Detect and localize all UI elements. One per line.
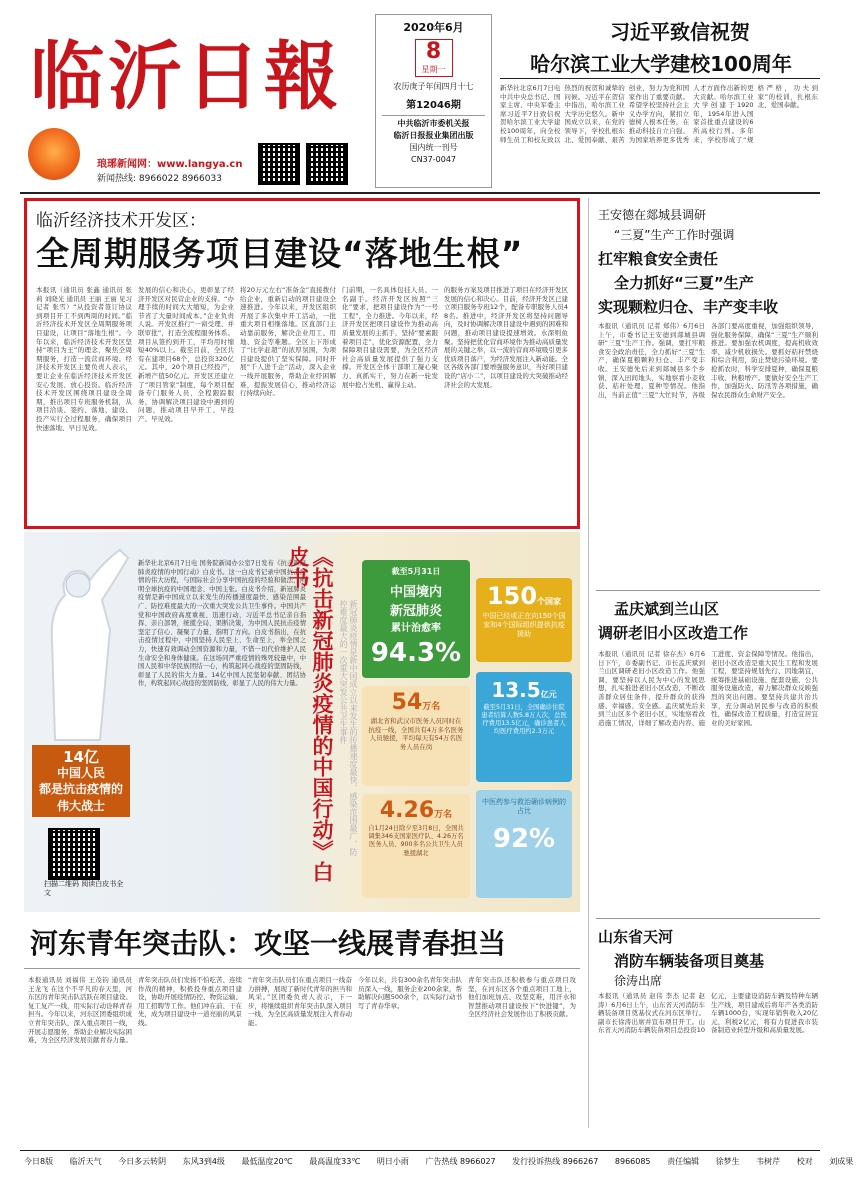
right-story3-headline-1: 山东省天河 xyxy=(598,928,674,946)
stat1-line-1: 中国境内 xyxy=(389,585,442,600)
stat3-text: 湖北省和武汉市医务人员同时在抗疫一线，全国共有4万多名医务人员驰援，平均每天有54万名医务人员在岗 xyxy=(368,717,464,751)
stat5-value: 4.26 xyxy=(379,798,435,823)
right-story2-body: 本报讯（通讯员 记者 徐存杰）6月6日下午，市委副书记、市长孟庆斌到兰山区调研老旧小区改造工作。他强调，要坚持以人民为中心的发展思想，扎实推进老旧小区改造，不断改善群众居住条件，提升群众的获得感、幸福感、安全感。孟庆斌先后来到兰山区多个老旧小区，实地察看改造施工情况，详细了解改造内容、施工进度、资金保障等情况。他指出，老旧小区改造是重大民生工程和发展工程，要坚持规划先行、因地制宜，统筹推进基础设施、配套设施、公共服务设施改造，着力解决群众反映强烈的突出问题。要坚持共建共治共享，充分调动居民参与改造的积极性，确保改造工程质量，打造宜居宜业的美好家园。 xyxy=(598,650,818,727)
stat3-value: 54 xyxy=(391,690,423,715)
lead-body: 新华社北京6月7日电 中共中央总书记、国家主席、中央军委主席习近平7日致信祝贺哈尔滨工业大学建校100周年，向全校师生员工和校友致以热烈的祝贺和诚挚的问候。习近平在贺信中指出，哈尔滨工业大学历史悠久。新中国成立以来，在党的领导下，学校扎根东北、爱国奉献、艰苦创业，努力为党和国家作出了重要贡献。希望学校坚持社会主义办学方向，紧扣立德树人根本任务，在推动科技自立自强、为国家培养更多优秀人才方面作出新的更大贡献。哈尔滨工业大学创建于1920年，1954年进入国家首批重点建设的6所高校行列。多年来，学校形成了“规格严格，功夫到家”的校训，扎根东北、爱国奉献。 xyxy=(500,84,818,144)
publisher-line-2: 临沂日报报业集团出版 xyxy=(393,131,474,140)
feature-vertical-caption: 新冠肺炎疫情是新中国成立以来发生的传播速度最快、感染范围最广、防控难度最大的一次重大突发公共卫生事件 xyxy=(339,600,358,856)
stat-4-26-card xyxy=(362,794,470,898)
stat1-head: 截至5月31日 xyxy=(391,567,441,576)
stat3-unit: 万名 xyxy=(422,702,441,712)
main-story-column-1: 本报讯（通讯员 张鑫 通讯员 张莉 刘晓光 通讯员 王丽 王丽 见习记者 张雪）“从投资者签订协议到项目开工不到两周的时间。”临沂经济技术开发区全周期服务项目建设，让项目“落地生根”。今年以来，临沂经济技术开发区坚持“项目为王”的理念，聚焦全周期服务，打造一流营商环境。经济技术开发区主要负责人表示，要让企业在临沂经济技术开发区安心发展、放心投资。临沂经济技术开发区围绕项目建设全周期，推出项目专班服务机制，从项目洽谈、签约、落地、建设、投产实行全过程服务，确保项目快速落地、早日见效。 xyxy=(36,286,132,432)
masthead-title: 临沂日報 xyxy=(30,34,342,120)
hero-line-4: 伟大战士 xyxy=(56,799,105,813)
date-box xyxy=(375,14,492,188)
right-story3-headline-2: 消防车辆装备项目奠基 xyxy=(614,952,765,970)
main-story-column-2: 发展的信心和决心，更彰显了经济开发区对民营企业的支持。“办理手续的时间大大缩短，为企业节省了大量时间成本。”企业负责人说。开发区推行“一窗受理、并联审批”，打造全流程服务体系。项目从签约到开工，平均用时缩短40%以上。截至目前，全区共有在建项目68个，总投资320亿元。其中，20个项目已经投产，新增产值50亿元。开发区还建立了“项目管家”制度，每个项目配备专门服务人员，全程跟踪服务，协调解决项目建设中遇到的问题，推动项目早开工、早投产、早见效。 xyxy=(138,286,234,423)
hero-line-1: 14亿 xyxy=(63,748,99,766)
stat-54-card xyxy=(362,686,470,786)
bottom-story-column-1: 本报通讯员 刘福伟 王茂钧 通讯员 王龙飞 在这个不平凡的春天里，河东区的青年突击队活跃在项目建设、复工复产一线，用实际行动诠释青春担当。今年以来，河东区团委组织成立青年突击队，深入重点项目一线，开展志愿服务，帮助企业解决实际困难，为全区经济发展贡献青春力量。 xyxy=(28,976,132,1045)
footer-item: 临沂天气 xyxy=(69,1157,102,1166)
lead-headline-1: 习近平致信祝贺 xyxy=(610,20,750,44)
stat2-value: 150 xyxy=(486,582,538,610)
stat4-unit: 亿元 xyxy=(540,690,557,699)
stat6-text: 中医药参与救治确诊病例的占比 xyxy=(482,798,566,815)
issue-number: 第12046期 xyxy=(406,100,461,111)
footer-item: 发行投诉热线 8966267 xyxy=(512,1157,599,1166)
cn-number: CN37-0047 xyxy=(411,155,456,164)
footer-item: 校对 xyxy=(796,1157,813,1166)
stat-150-card xyxy=(476,578,572,662)
main-story-headline: 全周期服务项目建设“落地生根” xyxy=(36,234,524,273)
feature-qr-caption: 扫描二维码 阅读白皮书全文 xyxy=(44,880,124,897)
right-story2-headline-2: 调研老旧小区改造工作 xyxy=(598,624,749,642)
stat1-line-3: 累计治愈率 xyxy=(391,623,441,634)
stat-92-card xyxy=(476,790,572,898)
stat2-text: 中国已经或正在向150个国家和4个国际组织提供抗疫援助 xyxy=(482,612,566,638)
feature-qr-code[interactable] xyxy=(48,828,100,880)
footer-item: 刘成果 xyxy=(829,1157,854,1166)
footer-item: 明日小雨 xyxy=(376,1157,409,1166)
right-story1-body: 本报讯（通讯员 记者 郑伟）6月6日上午，市委书记王安德到郯城县调研“三夏”生产工作。强调，要扛牢粮食安全政治责任，全力抓好“三夏”生产，确保夏粮颗粒归仓、丰产变丰收。王安德先后来到郯城县多个乡镇，深入田间地头，实地察看小麦收获、秸秆处理、夏种等情况。他指出，当前正值“三夏”大忙时节，各级各部门要高度重视，加强组织领导，强化服务保障，确保“三夏”生产顺利推进。要加强农机调度，提高机收效率，减少机收损失。要抓好秸秆禁烧和综合利用，防止焚烧污染环境。要抢抓农时，科学安排夏种，确保夏粮丰收、秋粮增产。要做好安全生产工作，加强防火、防汛等各项措施，确保农民群众生命财产安全。 xyxy=(598,322,818,399)
footer-item: 最高温度33℃ xyxy=(309,1157,361,1166)
qr-code-2[interactable] xyxy=(306,143,348,185)
main-story-column-5: 的服务方案及项目推进了项目在经济开发区发展的信心和决心。目前，经济开发区已建立项目服务专班12个，配备专职服务人员48名。推进中，经济开发区将坚持问题导向，及时协调解决项目建设中遇到的困难和问题，推动项目建设提速增效。水深则鱼聚。坚持把优化营商环境作为推动高质量发展的关键之举，以一流的营商环境吸引更多优质项目落户，为经济发展注入新动能。全区各级各部门要增强服务意识，当好项目建设的“店小二”，以项目建设的大突破推动经济社会的大发展。 xyxy=(444,286,568,389)
medical-worker-illustration xyxy=(30,540,140,740)
qr-code-1[interactable] xyxy=(258,143,300,185)
footer-item: 今日8版 xyxy=(24,1157,54,1166)
hotline-label: 新闻热线: 8966022 8966033 xyxy=(97,174,222,184)
newspaper-logo-emblem xyxy=(28,128,80,180)
footer-item: 东风3到4级 xyxy=(182,1157,225,1166)
footer-item: 今日多云转阴 xyxy=(118,1157,167,1166)
stat-13-5-card xyxy=(476,672,572,782)
stat4-value: 13.5 xyxy=(491,678,541,702)
stat6-value: 92% xyxy=(492,824,556,854)
lunar-date: 农历庚子年闰四月十七 xyxy=(393,82,474,91)
hero-line-3: 都是抗击疫情的 xyxy=(38,782,123,796)
masthead-divider xyxy=(20,192,820,194)
stat4-text: 截至5月31日，全国确诊住院患者结算人数5.8万人次，总医疗费用13.5亿元，确诊患者人均医疗费用约2.3万元 xyxy=(481,704,567,735)
footer-item: 最低温度20℃ xyxy=(241,1157,293,1166)
feature-bodytext: 新华社北京6月7日电 国务院新闻办公室7日发布《抗击新冠肺炎疫情的中国行动》白皮书。这一白皮书记录中国抗击疫情的伟大历程，与国际社会分享中国抗疫的经验和做法，阐明全球抗疫的中国理念、中国主张。白皮书介绍，新冠肺炎疫情是新中国成立以来发生的传播速度最快、感染范围最广、防控难度最大的一次重大突发公共卫生事件。中国共产党和中国政府高度重视、迅速行动，习近平总书记亲自指挥、亲自部署，统揽全局、果断决策，为中国人民抗击疫情坚定了信心、凝聚了力量、指明了方向。白皮书指出，在抗击疫情过程中，中国坚持人民至上、生命至上，举全国之力，快速有效调动全国资源和力量，不惜一切代价维护人民生命安全和身体健康。在这场同严重疫情的殊死较量中，中国人民和中华民族团结一心，构筑起同心战疫的坚固防线，彰显了人民的伟大力量。14亿中国人民坚韧奉献、团结协作，构筑起同心战疫的坚固防线，彰显了人民的伟大力量。 xyxy=(138,560,306,688)
right-story3-body: 本报讯（通讯员 赵伟 李杰 记者 赵涛）6月6日上午，山东省天河消防车辆装备项目奠基仪式在河东区举行。副市长徐涛出席并宣布项目开工。山东省天河消防车辆装备项目总投资10亿元，主要建设消防车辆及特种车辆生产线，项目建成后将年产各类消防车辆1000台，实现年销售收入20亿元，利税2亿元，将有力促进我市装备制造业转型升级和高质量发展。 xyxy=(598,992,818,1035)
publisher-line-1: 中共临沂市委机关报 xyxy=(397,119,470,128)
footer-item: 韦树芹 xyxy=(756,1157,781,1166)
date-weekday: 星期一 xyxy=(421,65,446,74)
footer-item: 8966085 xyxy=(614,1157,651,1166)
main-story-column-4: 门前期，一名具体包挂人员、一名副手。经济开发区按照“三化”要求，把项目建设作为“一号工程”，全力推进。今年以来，经济开发区把项目建设作为推动高质量发展的主抓手，坚持“要素跟着项目走”，优化资源配置，全力保障项目建设需要，为全区经济社会高质量发展提供了强力支撑。开发区全体干部职工凝心聚力、真抓实干，努力在新一轮发展中抢占先机、赢得主动。 xyxy=(342,286,438,389)
website-label[interactable]: 琅琊新闻网：www.langya.cn xyxy=(97,159,243,170)
feature-title: 《抗击新冠肺炎疫情的中国行动》白皮书 xyxy=(286,546,334,882)
bottom-story-column-3: “青年突击队员们在重点项目一线奋力拼搏，展现了新时代青年的担当和风采。”区团委负责人表示，下一步，将继续组织青年突击队深入项目一线，为全区高质量发展注入青春动能。 xyxy=(248,976,352,1027)
right-story1-headline-2: 全力抓好“三夏”生产 xyxy=(614,274,754,292)
cn-label: 国内统一刊号 xyxy=(409,143,458,152)
footer-bar xyxy=(24,1156,854,1167)
right-story1-headline-3: 实现颗粒归仓、丰产变丰收 xyxy=(598,298,779,316)
date-day: 8 xyxy=(425,39,442,64)
footer-item: 责任编辑 xyxy=(667,1157,700,1166)
right-story1-kicker: 王安德在郯城县调研 xyxy=(598,208,707,222)
footer-item: 广告热线 8966027 xyxy=(425,1157,496,1166)
lead-headline-2: 哈尔滨工业大学建校100周年 xyxy=(530,52,792,76)
stat1-line-2: 新冠肺炎 xyxy=(389,604,442,619)
stat2-unit: 个国家 xyxy=(537,597,562,606)
stat5-text: 自1月24日除夕至3月8日，全国共调集346支国家医疗队、4.26万名医务人员、900多名公共卫生人员驰援湖北 xyxy=(368,825,464,857)
bottom-story-column-2: 青年突击队员们发扬不怕吃苦、连续作战的精神，积极投身重点项目建设，协助开展疫情防控、物资运输、用工招聘等工作。他们冲在前、干在先，成为项目建设中一道亮丽的风景线。 xyxy=(138,976,242,1027)
bottom-story-column-5: 青年突击队还积极参与重点项目攻坚，在河东区各个重点项目工地上，他们加班加点、攻坚克难，用汗水和智慧推动项目建设按下“快进键”，为全区经济社会发展作出了积极贡献。 xyxy=(468,976,576,1019)
right-story2-headline-1: 孟庆斌到兰山区 xyxy=(614,600,720,618)
right-story3-headline-3: 徐涛出席 xyxy=(614,974,663,988)
date-month: 2020年6月 xyxy=(403,21,464,34)
main-story-column-3: 将20万元左右“准备金”直接拨付给企业，重新启动的项目建设全速推进。今年以来，开发区组织开展了多次集中开工活动，一批重大项目相继落地。区直部门主动靠前服务，解决企业用工、用地、资金等难题。全区上下形成了“比学赶超”的浓厚氛围，为项目建设提供了坚实保障。同时开展“千人进千企”活动，深入企业一线开展服务，帮助企业纾困解难，提振发展信心，推动经济运行持续向好。 xyxy=(240,286,336,398)
bottom-story-headline: 河东青年突击队：攻坚一线展青春担当 xyxy=(30,927,507,960)
stat5-unit: 万名 xyxy=(434,810,453,820)
right-story1-headline-1: 扛牢粮食安全责任 xyxy=(598,250,719,268)
stat-cure-rate-card xyxy=(362,560,470,678)
bottom-story-column-4: 今年以来，共有300余名青年突击队员深入一线，服务企业200余家，帮助解决问题500余个，以实际行动书写了青春华章。 xyxy=(358,976,462,1010)
footer-item: 徐梦生 xyxy=(715,1157,740,1166)
stat1-value: 94.3% xyxy=(370,638,462,668)
main-story-kicker: 临沂经济技术开发区： xyxy=(36,211,206,231)
right-story1-sub: “三夏”生产工作时强调 xyxy=(614,228,735,242)
hero-line-2: 中国人民 xyxy=(56,766,105,780)
